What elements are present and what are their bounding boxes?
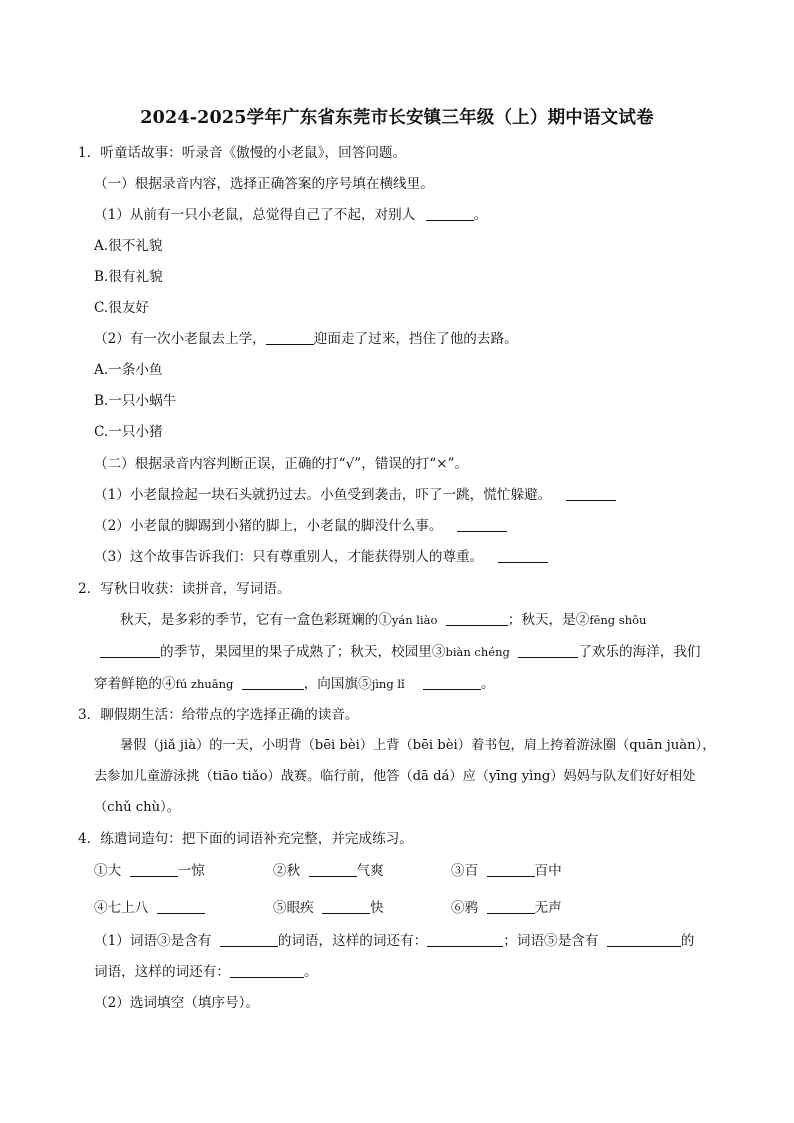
option-a: A.很不礼貌	[94, 238, 163, 254]
sentence-text: 迎面走了过来，挡住了他的去路。	[313, 331, 518, 347]
judgement-text: （3）这个故事告诉我们：只有尊重别人，才能获得别人的尊重。	[94, 549, 484, 565]
option-a: A.一条小鱼	[94, 362, 163, 378]
answer-blank-5[interactable]	[423, 675, 481, 690]
idiom-suffix: 百中	[534, 863, 562, 879]
idiom-blank[interactable]	[322, 899, 370, 914]
question-1-part-1: （一）根据录音内容，选择正确答案的序号填在横线里。	[94, 176, 434, 192]
answer-blank[interactable]	[566, 486, 616, 501]
answer-blank[interactable]	[266, 330, 314, 345]
question-3-paragraph-line-2: 去参加儿童游泳挑（tiāo tiǎo）战赛。临行前，他答（dā dá）应（yīng yìng）妈妈与队友们好好相处	[94, 769, 696, 784]
idiom-suffix: 快	[370, 900, 384, 916]
idiom-prefix: ⑥鸦	[451, 900, 479, 916]
idiom-blank[interactable]	[487, 899, 535, 914]
answer-blank[interactable]	[230, 963, 304, 978]
question-2-paragraph-line-1	[120, 611, 646, 629]
page-title: 2024-2025学年广东省东莞市长安镇三年级（上）期中语文试卷	[140, 108, 654, 128]
paragraph-text: 穿着鲜艳的④	[94, 676, 176, 692]
idiom-suffix: 一惊	[177, 863, 205, 879]
sub-text: 的	[680, 933, 695, 949]
option-c: C.很友好	[94, 300, 150, 316]
judgement-3	[94, 548, 548, 566]
paragraph-text: 了欢乐的海洋，我们	[578, 644, 701, 660]
idiom-blank[interactable]	[487, 862, 535, 877]
idiom-prefix: ③百	[451, 863, 479, 879]
idiom-prefix: ②秋	[273, 863, 301, 879]
idiom-prefix: ⑤眼疾	[273, 900, 314, 916]
sub-text: 。	[303, 964, 318, 980]
idiom-blank[interactable]	[309, 862, 357, 877]
sentence-text: （1）从前有一只小老鼠，总觉得自己了不起，对别人	[94, 207, 416, 223]
question-1-sentence-2	[94, 330, 518, 348]
idiom-6	[451, 899, 562, 917]
judgement-text: （2）小老鼠的脚踢到小猪的脚上，小老鼠的脚没什么事。	[94, 518, 443, 534]
question-4-sub-2: （2）选词填空（填序号）。	[94, 995, 259, 1011]
question-1-sentence-1	[94, 206, 487, 224]
option-b: B.一只小蜗牛	[94, 393, 177, 409]
pinyin-1: yán liào	[391, 613, 438, 627]
question-4-sub-1	[94, 932, 694, 950]
pinyin-3: biàn chéng	[445, 645, 510, 659]
answer-blank[interactable]	[427, 932, 503, 947]
idiom-5	[273, 899, 384, 917]
question-4-sub-1-continued	[94, 963, 318, 981]
answer-blank-2[interactable]	[100, 643, 160, 658]
sub-text: （1）词语③是含有	[94, 933, 212, 949]
idiom-4	[94, 899, 205, 917]
idiom-2	[273, 862, 384, 880]
answer-blank-3[interactable]	[518, 643, 578, 658]
question-2-stem: 2．写秋日收获：读拼音，写词语。	[78, 581, 291, 597]
question-3-paragraph-line-1: 暑假（jiǎ jià）的一天，小明背（bēi bèi）上背（bēi bèi）着书包，肩上挎着游泳圈（quān juàn），	[120, 738, 716, 753]
idiom-1	[94, 862, 205, 880]
answer-blank[interactable]	[457, 517, 507, 532]
sentence-text: （2）有一次小老鼠去上学，	[94, 331, 266, 347]
judgement-2	[94, 517, 507, 535]
answer-blank-1[interactable]	[446, 611, 508, 626]
question-2-paragraph-line-3	[94, 675, 495, 693]
idiom-prefix: ④七上八	[94, 900, 149, 916]
sub-text: ；词语⑤是含有	[503, 933, 599, 949]
judgement-text: （1）小老鼠捡起一块石头就扔过去。小鱼受到袭击，吓了一跳，慌忙躲避。	[94, 487, 552, 503]
answer-blank[interactable]	[607, 932, 681, 947]
sub-text: 的词语，这样的词还有：	[277, 933, 428, 949]
idiom-suffix: 无声	[534, 900, 562, 916]
paragraph-text: ，向国旗⑤	[303, 676, 372, 692]
answer-blank[interactable]	[426, 206, 474, 221]
answer-blank-4[interactable]	[242, 675, 304, 690]
question-2-paragraph-line-2	[94, 643, 701, 661]
question-3-stem: 3．聊假期生活：给带点的字选择正确的读音。	[78, 707, 359, 723]
paragraph-text: 。	[481, 676, 495, 692]
idiom-blank[interactable]	[130, 862, 178, 877]
question-3-paragraph-line-3: （chǔ chù）。	[94, 800, 180, 815]
sentence-end: 。	[473, 207, 488, 223]
pinyin-4: fú zhuāng	[175, 677, 234, 691]
question-1-part-2: （二）根据录音内容判断正误，正确的打“√”，错误的打“×”。	[94, 456, 469, 472]
paragraph-text: 的季节，果园里的果子成熟了；秋天，校园里③	[160, 644, 446, 660]
idiom-3	[451, 862, 562, 880]
pinyin-5: jìng lǐ	[371, 677, 405, 691]
sub-text: 词语，这样的词还有：	[94, 964, 230, 980]
idiom-suffix: 气爽	[356, 863, 384, 879]
answer-blank[interactable]	[220, 932, 278, 947]
question-1-stem: 1．听童话故事：听录音《傲慢的小老鼠》，回答问题。	[78, 145, 407, 161]
idiom-prefix: ①大	[94, 863, 122, 879]
paragraph-text: ；秋天，是②	[507, 612, 590, 628]
question-4-stem: 4．练遣词造句：把下面的词语补充完整，并完成练习。	[78, 831, 413, 847]
answer-blank[interactable]	[498, 548, 548, 563]
option-c: C.一只小猪	[94, 424, 163, 440]
option-b: B.很有礼貌	[94, 269, 163, 285]
idiom-blank[interactable]	[157, 899, 205, 914]
paragraph-text: 秋天，是多彩的季节，它有一盒色彩斑斓的①	[120, 612, 392, 628]
judgement-1	[94, 486, 616, 504]
pinyin-2: fēng shōu	[589, 613, 647, 627]
